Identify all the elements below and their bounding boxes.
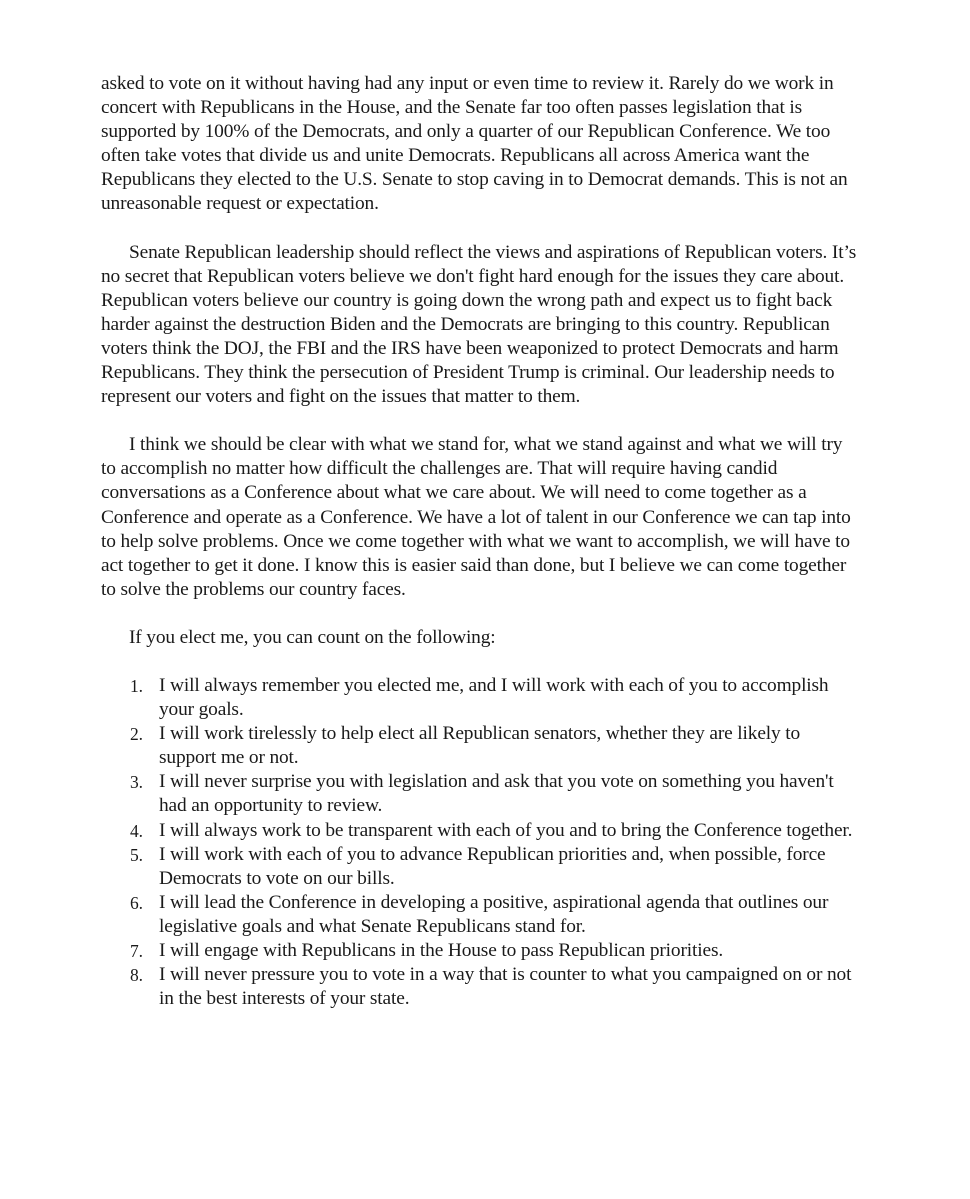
list-item-number: 2.: [130, 724, 143, 745]
paragraph-leadership-views: Senate Republican leadership should reflect the views and aspirations of Republican voters. It’s no secret that Republican voters believe we don't fight hard enough for the issues they care about. Republican voters believe our country is going down the wrong path and expect us to fight back harder against the destruction Biden and the Democrats are bringing to this country. Republican voters think the DOJ, the FBI and the IRS have been weaponized to protect Democrats and harm Republicans. They think the persecution of President Trump is criminal. Our leadership needs to represent our voters and fight on the issues that matter to them.: [101, 241, 857, 408]
list-item: [101, 722, 861, 770]
list-item-text: I will never pressure you to vote in a way that is counter to what you campaigned on or not in the best interests of your state.: [159, 964, 852, 1010]
list-item-text: I will work tirelessly to help elect all Republican senators, whether they are likely to support me or not.: [159, 723, 801, 769]
commitments-list: [101, 674, 861, 1011]
paragraph-conference-goals: I think we should be clear with what we stand for, what we stand against and what we will try to accomplish no matter how difficult the challenges are. That will require having candid conversations as a Conference about what we care about. We will need to come together as a Conference and operate as a Conference. We have a lot of talent in our Conference we can tap into to help solve problems. Once we come together with what we want to accomplish, we will have to act together to get it done. I know this is easier said than done, but I believe we can come together to solve the problems our country faces.: [101, 434, 851, 600]
list-item: [101, 939, 861, 963]
paragraph-continuation: asked to vote on it without having had any input or even time to review it. Rarely do we work in concert with Republicans in the House, and the Senate far too often passes legislation that is supported by 100% of the Democrats, and only a quarter of our Republican Conference. We too often take votes that divide us and unite Democrats. Republicans all across America want the Republicans they elected to the U.S. Senate to stop caving in to Democrat demands. This is not an unreasonable request or expectation.: [101, 73, 848, 215]
list-item: [101, 770, 861, 818]
list-item-text: I will always work to be transparent with each of you and to bring the Conference together.: [159, 819, 853, 841]
list-item-number: 3.: [130, 772, 143, 793]
list-item-number: 6.: [130, 892, 143, 913]
list-item-number: 8.: [130, 965, 143, 986]
list-item-text: I will work with each of you to advance Republican priorities and, when possible, force Democrats to vote on our bills.: [159, 843, 826, 889]
list-intro: If you elect me, you can count on the following:: [129, 626, 496, 648]
list-item: [101, 674, 861, 722]
list-item-number: 7.: [130, 941, 143, 961]
list-item: [101, 963, 861, 1011]
list-item-number: 4.: [130, 820, 143, 841]
list-item-text: I will engage with Republicans in the House to pass Republican priorities.: [159, 940, 724, 961]
list-item-text: I will lead the Conference in developing a positive, aspirational agenda that outlines our legislative goals and what Senate Republicans stand for.: [159, 891, 829, 937]
list-item-number: 1.: [130, 675, 143, 696]
list-item: [101, 819, 861, 843]
document-page: [101, 72, 861, 1011]
list-item: [101, 891, 861, 939]
list-item-number: 5.: [130, 844, 143, 865]
list-item: [101, 843, 861, 891]
list-item-text: I will always remember you elected me, and I will work with each of you to accomplish your goals.: [159, 674, 829, 721]
list-item-text: I will never surprise you with legislation and ask that you vote on something you haven't had an opportunity to review.: [159, 771, 834, 817]
